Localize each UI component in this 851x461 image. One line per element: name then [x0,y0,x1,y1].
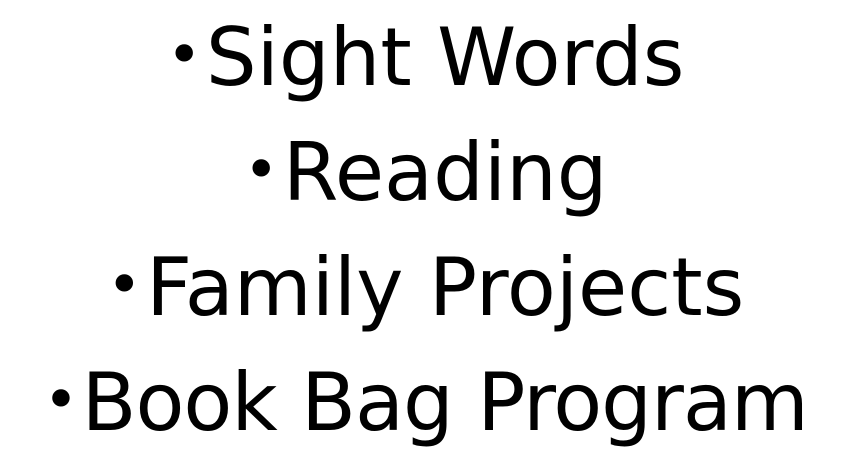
bullet-label: Sight Words [205,11,685,104]
bullet-item-family-projects [0,230,851,343]
bullet-dot: • [166,20,202,90]
bullet-item-reading [0,115,851,228]
bullet-label: Family Projects [146,241,745,334]
bullet-label: Reading [282,126,608,219]
bullet-label: Book Bag Program [81,356,808,449]
bullet-item-sight-words [0,0,851,113]
bullet-dot: • [243,135,279,205]
bullet-dot: • [106,250,143,320]
bullet-item-book-bag-program [0,345,851,458]
bullet-dot: • [43,365,78,435]
